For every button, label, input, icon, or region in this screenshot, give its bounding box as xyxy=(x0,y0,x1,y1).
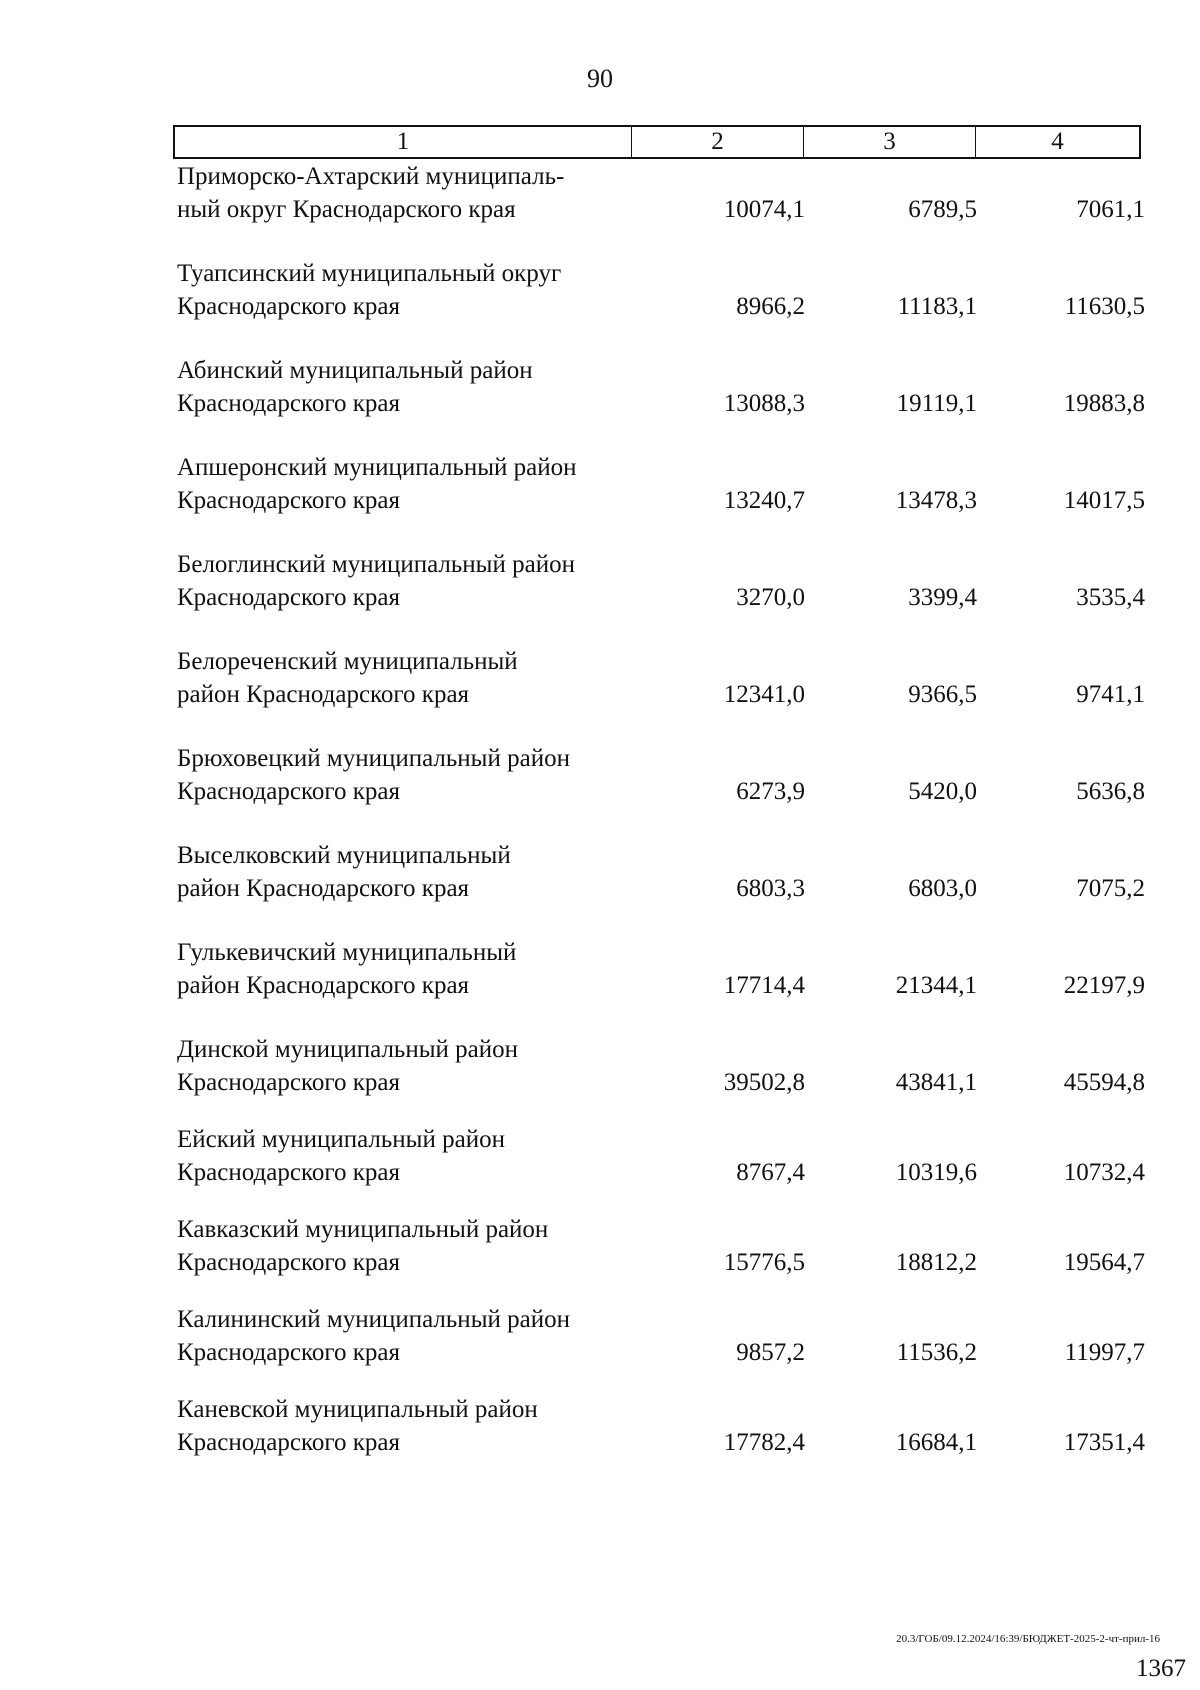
row-value-col-3: 18812,2 xyxy=(895,1249,977,1276)
row-name: Приморско-Ахтарский муниципаль- ный округ Краснодарского края xyxy=(177,163,565,223)
row-value-col-2: 17782,4 xyxy=(723,1429,805,1456)
row-value-col-2: 13088,3 xyxy=(723,390,805,417)
row-value-col-4: 17351,4 xyxy=(1063,1429,1145,1456)
table-row xyxy=(0,839,1200,905)
table-row xyxy=(0,936,1200,1002)
row-value-col-4: 22197,9 xyxy=(1063,972,1145,999)
document-reference: 20.3/ГОБ/09.12.2024/16:39/БЮДЖЕТ-2025-2-чт-прил-16 xyxy=(896,1633,1160,1645)
row-value-col-4: 19883,8 xyxy=(1063,390,1145,417)
row-value-col-3: 11536,2 xyxy=(896,1339,977,1366)
row-value-col-3: 19119,1 xyxy=(896,390,977,417)
row-name: Калининский муниципальный район Краснодарского края xyxy=(177,1306,570,1366)
sheet-number: 1367 xyxy=(1136,1655,1186,1682)
row-value-col-3: 11183,1 xyxy=(897,293,977,320)
table-row xyxy=(0,548,1200,614)
row-value-col-3: 16684,1 xyxy=(895,1429,977,1456)
row-value-col-3: 10319,6 xyxy=(895,1159,977,1186)
table-row xyxy=(0,1393,1200,1459)
header-col-2: 2 xyxy=(632,127,804,157)
table-row xyxy=(0,1033,1200,1099)
table-row xyxy=(0,354,1200,420)
row-value-col-4: 11630,5 xyxy=(1064,293,1145,320)
row-value-col-3: 5420,0 xyxy=(908,778,977,805)
row-value-col-3: 43841,1 xyxy=(895,1069,977,1096)
row-value-col-4: 7061,1 xyxy=(1076,196,1145,223)
row-name: Апшеронский муниципальный район Краснодарского края xyxy=(177,454,577,514)
table-header xyxy=(173,125,1141,159)
row-value-col-2: 3270,0 xyxy=(736,584,805,611)
table-row xyxy=(0,257,1200,323)
table-row xyxy=(0,1123,1200,1189)
row-name: Динской муниципальный район Краснодарского края xyxy=(177,1036,518,1096)
table-row xyxy=(0,645,1200,711)
row-value-col-4: 19564,7 xyxy=(1063,1249,1145,1276)
header-col-3: 3 xyxy=(804,127,976,157)
row-value-col-4: 3535,4 xyxy=(1076,584,1145,611)
row-value-col-4: 11997,7 xyxy=(1064,1339,1145,1366)
header-col-1: 1 xyxy=(175,127,632,157)
row-value-col-3: 21344,1 xyxy=(895,972,977,999)
row-value-col-4: 14017,5 xyxy=(1063,487,1145,514)
row-value-col-4: 9741,1 xyxy=(1076,681,1145,708)
header-col-4: 4 xyxy=(1051,128,1064,155)
row-name: Выселковский муниципальный район Краснодарского края xyxy=(177,842,511,902)
row-value-col-2: 15776,5 xyxy=(723,1249,805,1276)
row-value-col-3: 13478,3 xyxy=(895,487,977,514)
row-name: Туапсинский муниципальный округ Краснодарского края xyxy=(177,260,562,320)
table-row xyxy=(0,451,1200,517)
row-value-col-4: 5636,8 xyxy=(1076,778,1145,805)
row-value-col-2: 39502,8 xyxy=(723,1069,805,1096)
row-name: Каневской муниципальный район Краснодарского края xyxy=(177,1396,538,1456)
row-value-col-2: 12341,0 xyxy=(723,681,805,708)
row-value-col-3: 6803,0 xyxy=(908,875,977,902)
table-row xyxy=(0,1303,1200,1369)
row-value-col-2: 8966,2 xyxy=(736,293,805,320)
row-value-col-2: 10074,1 xyxy=(723,196,805,223)
row-name: Кавказский муниципальный район Краснодарского края xyxy=(177,1216,549,1276)
table-row xyxy=(0,1213,1200,1279)
row-name: Белореченский муниципальный район Краснодарского края xyxy=(177,648,518,708)
row-value-col-4: 45594,8 xyxy=(1063,1069,1145,1096)
row-value-col-3: 9366,5 xyxy=(908,681,977,708)
row-value-col-2: 6803,3 xyxy=(736,875,805,902)
page-number: 90 xyxy=(587,64,613,93)
row-name: Ейский муниципальный район Краснодарского края xyxy=(177,1126,505,1186)
row-value-col-2: 8767,4 xyxy=(736,1159,805,1186)
row-value-col-2: 17714,4 xyxy=(723,972,805,999)
table-row xyxy=(0,160,1200,226)
row-value-col-2: 9857,2 xyxy=(736,1339,805,1366)
row-name: Белоглинский муниципальный район Краснодарского края xyxy=(177,551,575,611)
row-value-col-2: 13240,7 xyxy=(723,487,805,514)
row-name: Гулькевичский муниципальный район Краснодарского края xyxy=(177,939,517,999)
row-value-col-4: 10732,4 xyxy=(1063,1159,1145,1186)
row-value-col-4: 7075,2 xyxy=(1076,875,1145,902)
row-value-col-3: 6789,5 xyxy=(908,196,977,223)
row-name: Абинский муниципальный район Краснодарского края xyxy=(177,357,533,417)
row-value-col-2: 6273,9 xyxy=(736,778,805,805)
row-name: Брюховецкий муниципальный район Краснодарского края xyxy=(177,745,570,805)
row-value-col-3: 3399,4 xyxy=(908,584,977,611)
table-row xyxy=(0,742,1200,808)
